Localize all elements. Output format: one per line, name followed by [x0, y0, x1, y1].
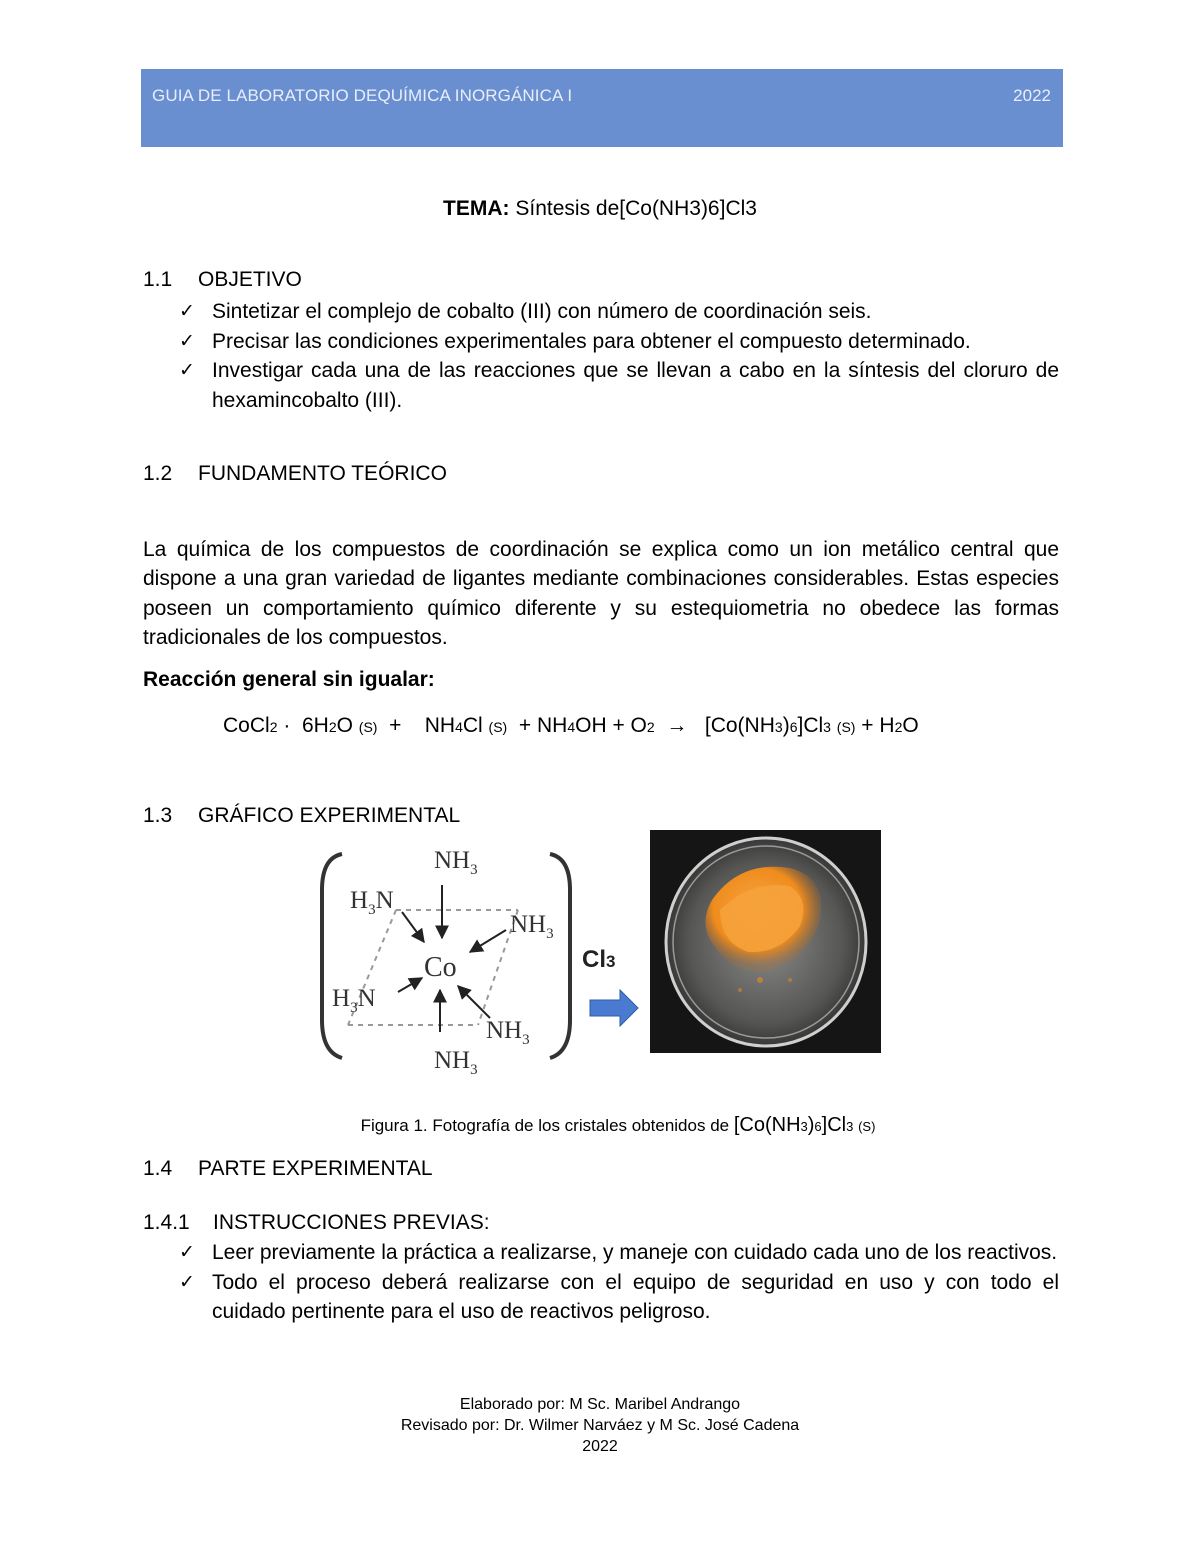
section-number: 1.4: [143, 1157, 173, 1180]
page-footer: [0, 1394, 1200, 1457]
crystals-photo: [650, 830, 881, 1053]
section-grafico-heading: [143, 804, 460, 828]
ligand-bottom-label: $NH_3$: [434, 1047, 478, 1078]
section-title: INSTRUCCIONES PREVIAS:: [213, 1211, 490, 1234]
section-title: OBJETIVO: [198, 268, 302, 291]
section-number: 1.2: [143, 462, 173, 485]
section-number: 1.3: [143, 804, 173, 827]
checkmark-icon: ✓: [179, 1271, 195, 1293]
topic-text: Síntesis de[Co(NH3)6]Cl3: [509, 197, 757, 220]
list-item-text: Sintetizar el complejo de cobalto (III) con número de coordinación seis.: [212, 300, 872, 323]
ligand-upper-left-label: $H_3N$: [350, 887, 394, 918]
list-item-text: Investigar cada una de las reacciones que se llevan a cabo en la síntesis del cloruro de hexamincobalto (III).: [212, 359, 1059, 412]
caption-text: Figura 1. Fotografía de los cristales obtenidos de: [360, 1116, 730, 1135]
checkmark-icon: ✓: [179, 301, 195, 322]
objetivos-list: [179, 297, 1059, 415]
left-bracket-shape: [322, 854, 342, 1058]
topic-label: TEMA:: [443, 197, 510, 220]
footer-reviewers: Revisado por: Dr. Wilmer Narváez y M Sc. José Cadena: [400, 1417, 800, 1434]
counter-ion-label: Cl3: [582, 946, 616, 973]
ligand-lower-right-label: $NH_3$: [486, 1017, 530, 1048]
section-fundamento-heading: [143, 462, 447, 486]
reaction-arrow-icon: [590, 990, 638, 1026]
footer-author: Elaborado por: M Sc. Maribel Andrango: [459, 1396, 741, 1413]
section-title: PARTE EXPERIMENTAL: [198, 1157, 433, 1180]
section-title: GRÁFICO EXPERIMENTAL: [198, 804, 461, 827]
section-number: 1.4.1: [143, 1211, 190, 1234]
list-item: [179, 1238, 1059, 1268]
page-header: [141, 69, 1063, 147]
ligand-lower-left-label: $H_3N$: [332, 985, 376, 1016]
complex-structure-diagram: [318, 830, 648, 1082]
list-item-text: Precisar las condiciones experimentales para obtener el compuesto determinado.: [212, 329, 971, 353]
footer-year: 2022: [582, 1438, 618, 1455]
fundamento-paragraph: La química de los compuestos de coordinación se explica como un ion metálico central que dispone a una gran variedad de ligantes mediante combinaciones considerables. Estas especies poseen un comportamiento químico diferente y su estequiometria no obedece las formas tradicionales de los compuestos.: [143, 538, 1059, 649]
figure-caption: Figura 1. Fotografía de los cristales obtenidos de [Co(NH3)6]Cl3 (S): [360, 1114, 876, 1136]
checkmark-icon: ✓: [179, 1242, 195, 1263]
header-year: 2022: [1013, 86, 1051, 105]
list-item: [179, 297, 1059, 327]
list-item: [179, 327, 1059, 357]
list-item-text: Leer previamente la práctica a realizarse, y maneje con cuidado cada uno de los reactivos.: [212, 1241, 1058, 1264]
instrucciones-list: [179, 1238, 1059, 1327]
ligand-upper-right-label: $NH_3$: [510, 911, 554, 942]
central-metal-label: Co: [424, 952, 457, 983]
topic-line: [0, 197, 1200, 221]
section-parte-heading: [143, 1157, 433, 1181]
section-title: FUNDAMENTO TEÓRICO: [198, 462, 447, 485]
list-item: [179, 356, 1059, 415]
section-instrucciones-heading: [143, 1211, 490, 1235]
ligand-top-label: $NH_3$: [434, 847, 478, 878]
list-item: [179, 1268, 1059, 1327]
checkmark-icon: ✓: [179, 360, 195, 381]
right-bracket-shape: [550, 854, 570, 1058]
ligand-labels: [332, 847, 554, 1078]
checkmark-icon: ✓: [179, 330, 195, 352]
reaction-equation: CoCl2 · 6H2O (S) + NH4Cl (S) + NH4OH + O2 → [Co(NH3)6]Cl3 (S) + H2O: [223, 714, 919, 737]
reaction-title: Reacción general sin igualar:: [143, 668, 435, 691]
header-title: GUIA DE LABORATORIO DEQUÍMICA INORGÁNICA I: [152, 86, 573, 105]
list-item-text: Todo el proceso deberá realizarse con el equipo de seguridad en uso y con todo el cuidado pertinente para el uso de reactivos peligroso.: [212, 1270, 1059, 1323]
section-number: 1.1: [143, 268, 173, 291]
section-objetivo-heading: [143, 268, 302, 292]
